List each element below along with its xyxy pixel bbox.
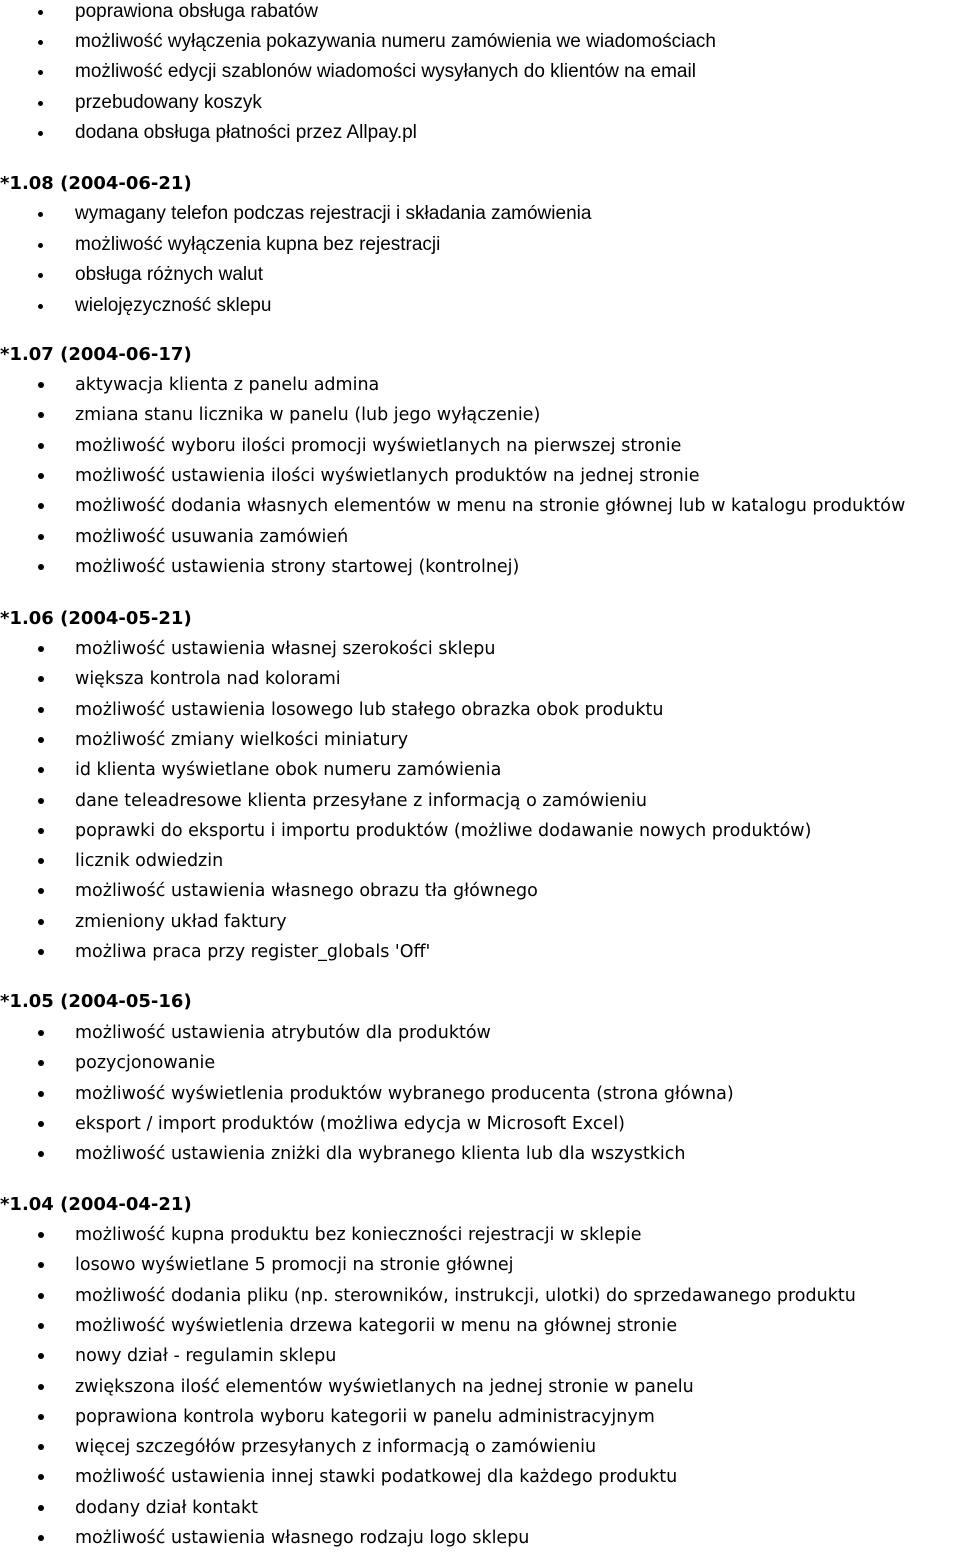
list-item-text: losowo wyświetlane 5 promocji na stronie głównej (75, 1255, 514, 1276)
list-item (0, 90, 960, 120)
list-item-text: dodana obsługa płatności przez Allpay.pl (75, 121, 417, 143)
list-item-text: możliwość ustawienia strony startowej (kontrolnej) (75, 556, 520, 577)
list-item (0, 463, 960, 493)
list-item-text: przebudowany koszyk (75, 91, 262, 113)
list-item-text: zmieniony układ faktury (75, 911, 287, 932)
list-item-text: poprawiona kontrola wyboru kategorii w panelu administracyjnym (75, 1406, 655, 1427)
list-item (0, 293, 960, 323)
list-item (0, 1404, 960, 1434)
list-item-text: poprawki do eksportu i importu produktów (możliwe dodawanie nowych produktów) (75, 820, 812, 841)
list-item (0, 1343, 960, 1373)
version-heading: *1.08 (2004-06-21) (0, 173, 192, 194)
bullet-icon (38, 10, 43, 15)
list-item-text: możliwość ustawienia losowego lub stałego obrazka obok produktu (75, 699, 664, 720)
list-item (0, 1374, 960, 1404)
bullet-icon (38, 858, 44, 864)
list-item (0, 120, 960, 150)
list-item (0, 262, 960, 292)
list-item (0, 493, 960, 523)
list-item (0, 1111, 960, 1141)
bullet-icon (38, 534, 44, 540)
bullet-icon (38, 503, 44, 509)
list-item (0, 727, 960, 757)
bullet-icon (38, 101, 43, 106)
bullet-icon (38, 412, 44, 418)
list-item-text: eksport / import produktów (możliwa edycja w Microsoft Excel) (75, 1113, 626, 1134)
bullet-icon (38, 1091, 44, 1097)
list-item (0, 433, 960, 463)
bullet-icon (38, 888, 44, 894)
list-item-text: możliwość wyświetlenia produktów wybranego producenta (strona główna) (75, 1083, 734, 1104)
list-item (0, 201, 960, 231)
list-item-text: id klienta wyświetlane obok numeru zamówienia (75, 760, 502, 781)
list-item-text: możliwość ustawienia własnego obrazu tła głównego (75, 881, 538, 902)
list-item-text: możliwość kupna produktu bez konieczności rejestracji w sklepie (75, 1225, 642, 1245)
list-item (0, 372, 960, 402)
bullet-icon (38, 707, 44, 713)
version-heading: *1.04 (2004-04-21) (0, 1194, 192, 1215)
bullet-icon (38, 1444, 44, 1450)
bullet-icon (38, 646, 44, 652)
bullet-icon (38, 1535, 44, 1541)
list-item-text: poprawiona obsługa rabatów (75, 1, 318, 22)
list-item-text: zmiana stanu licznika w panelu (lub jego wyłączenie) (75, 405, 541, 426)
list-item-text: większa kontrola nad kolorami (75, 669, 341, 690)
bullet-icon (38, 382, 44, 388)
list-item (0, 636, 960, 666)
list-item-text: licznik odwiedzin (75, 851, 224, 872)
version-heading: *1.05 (2004-05-16) (0, 991, 192, 1012)
bullet-icon (38, 1323, 44, 1329)
bullet-icon (38, 1060, 44, 1066)
bullet-icon (38, 798, 44, 804)
list-item-text: możliwość ustawienia ilości wyświetlanych produktów na jednej stronie (75, 465, 700, 486)
bullet-icon (38, 273, 43, 278)
list-item-text: możliwość ustawienia własnej szerokości sklepu (75, 639, 496, 659)
bullet-icon (38, 737, 44, 743)
list-item-text: aktywacja klienta z panelu admina (75, 375, 380, 395)
list-item-text: możliwość ustawienia atrybutów dla produktów (75, 1023, 491, 1043)
list-item (0, 848, 960, 878)
list-item-text: zwiększona ilość elementów wyświetlanych na jednej stronie w panelu (75, 1376, 694, 1397)
list-item (0, 0, 960, 29)
list-item (0, 59, 960, 89)
list-item-text: możliwość wyświetlenia drzewa kategorii w menu na głównej stronie (75, 1315, 678, 1336)
list-item (0, 1464, 960, 1494)
list-item-text: możliwość wyboru ilości promocji wyświetlanych na pierwszej stronie (75, 435, 682, 456)
bullet-icon (38, 1505, 44, 1511)
bullet-icon (38, 212, 43, 217)
list-item-text: dodany dział kontakt (75, 1497, 258, 1518)
bullet-icon (38, 70, 43, 75)
list-item (0, 1081, 960, 1111)
list-item-text: wymagany telefon podczas rejestracji i składania zamówienia (75, 203, 592, 224)
list-item-text: możliwość dodania pliku (np. sterowników, instrukcji, ulotki) do sprzedawanego produktu (75, 1285, 856, 1306)
bullet-icon (38, 40, 43, 45)
list-item (0, 939, 960, 969)
bullet-icon (38, 1262, 44, 1268)
version-heading: *1.06 (2004-05-21) (0, 608, 192, 629)
list-item-text: możliwość wyłączenia pokazywania numeru zamówienia we wiadomościach (75, 31, 716, 53)
list-item (0, 788, 960, 818)
bullet-icon (38, 243, 43, 248)
list-item (0, 818, 960, 848)
bullet-icon (38, 564, 44, 570)
list-item-text: możliwość wyłączenia kupna bez rejestracji (75, 233, 441, 255)
bullet-icon (38, 919, 44, 925)
bullet-icon (38, 1353, 44, 1359)
list-item-text: obsługa różnych walut (75, 264, 263, 285)
bullet-icon (38, 304, 43, 309)
list-item (0, 524, 960, 554)
list-item (0, 232, 960, 262)
list-item-text: możliwość edycji szablonów wiadomości wysyłanych do klientów na email (75, 61, 696, 83)
list-item-text: możliwość ustawienia innej stawki podatkowej dla każdego produktu (75, 1467, 678, 1488)
bullet-icon (38, 1030, 44, 1036)
list-item (0, 1252, 960, 1282)
list-item (0, 1222, 960, 1252)
list-item-text: możliwość ustawienia zniżki dla wybranego klienta lub dla wszystkich (75, 1144, 686, 1165)
list-item-text: nowy dział - regulamin sklepu (75, 1346, 337, 1367)
list-item-text: możliwa praca przy register_globals 'Off' (75, 942, 431, 962)
list-item-text: możliwość dodania własnych elementów w menu na stronie głównej lub w katalogu produktów (75, 496, 906, 517)
bullet-icon (38, 676, 44, 682)
list-item-text: dane teleadresowe klienta przesyłane z informacją o zamówieniu (75, 790, 648, 811)
bullet-icon (38, 443, 44, 449)
bullet-icon (38, 1414, 44, 1420)
list-item-text: pozycjonowanie (75, 1053, 216, 1074)
list-item-text: możliwość zmiany wielkości miniatury (75, 729, 409, 750)
list-item (0, 1313, 960, 1343)
list-item (0, 878, 960, 908)
list-item (0, 1495, 960, 1525)
list-item-text: więcej szczegółów przesyłanych z informacją o zamówieniu (75, 1437, 597, 1458)
list-item (0, 1020, 960, 1050)
list-item (0, 1050, 960, 1080)
list-item-text: możliwość ustawienia własnego rodzaju logo sklepu (75, 1528, 530, 1548)
list-item-text: wielojęzyczność sklepu (75, 294, 272, 316)
bullet-icon (38, 1293, 44, 1299)
list-item (0, 697, 960, 727)
version-heading: *1.07 (2004-06-17) (0, 344, 192, 365)
list-item (0, 402, 960, 432)
list-item (0, 666, 960, 696)
bullet-icon (38, 131, 43, 136)
list-item (0, 554, 960, 584)
bullet-icon (38, 1121, 44, 1127)
bullet-icon (38, 949, 44, 955)
bullet-icon (38, 1232, 44, 1238)
bullet-icon (38, 1384, 44, 1390)
list-item (0, 1141, 960, 1171)
bullet-icon (38, 828, 44, 834)
bullet-icon (38, 1474, 44, 1480)
list-item (0, 757, 960, 787)
bullet-icon (38, 1151, 44, 1157)
list-item (0, 29, 960, 59)
bullet-icon (38, 767, 44, 773)
list-item (0, 909, 960, 939)
list-item (0, 1434, 960, 1464)
list-item-text: możliwość usuwania zamówień (75, 526, 349, 547)
bullet-icon (38, 473, 44, 479)
list-item (0, 1283, 960, 1313)
